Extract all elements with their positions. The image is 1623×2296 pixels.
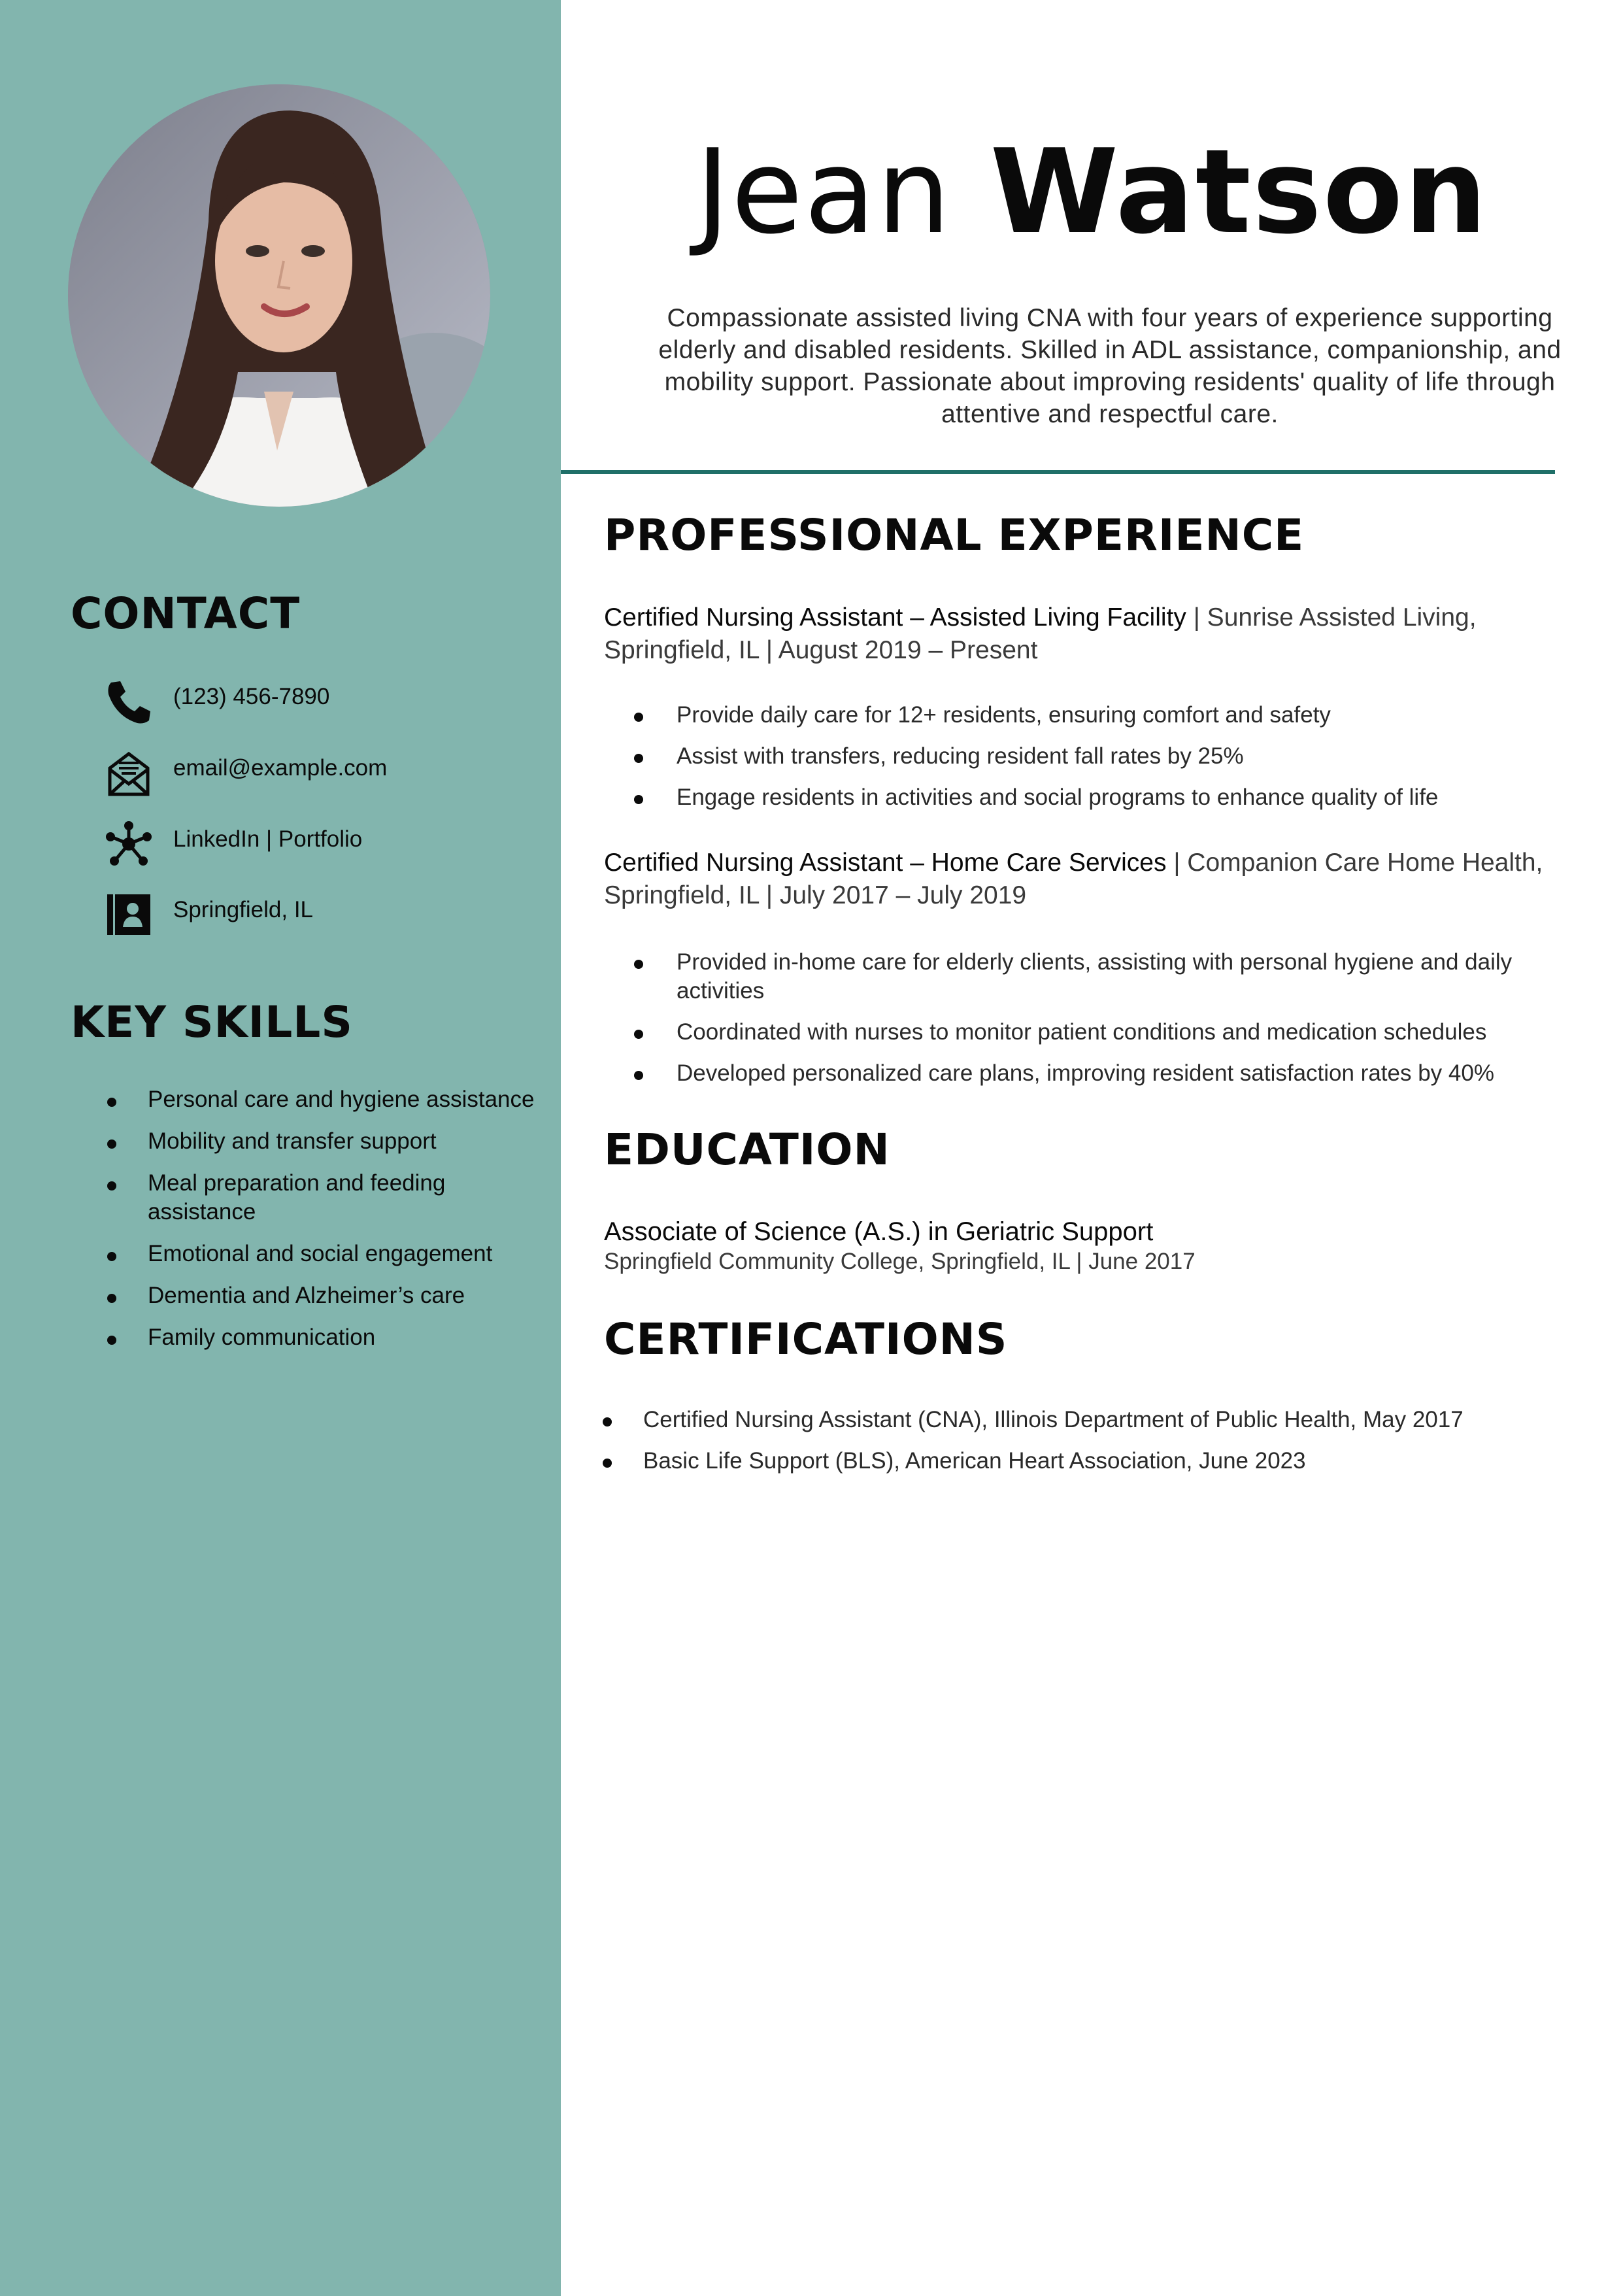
job-bullets (634, 948, 1582, 1100)
education-heading: EDUCATION (604, 1124, 890, 1175)
phone-text: (123) 456-7890 (173, 684, 330, 709)
experience-heading: PROFESSIONAL EXPERIENCE (604, 510, 1305, 560)
list-item: Certified Nursing Assistant (CNA), Illinois Department of Public Health, May 2017 (601, 1406, 1569, 1434)
email-text: email@example.com (173, 755, 388, 781)
summary: Compassionate assisted living CNA with four years of experience supporting elderly and disabled residents. Skilled in ADL assistance, companionship, and mobility support. Passionate about improving residents' quality of life through attentive and respectful care. (658, 304, 1562, 428)
contact-heading: CONTACT (71, 588, 301, 639)
location-text: Springfield, IL (173, 897, 314, 922)
job-title: Certified Nursing Assistant – Assisted Living Facility (604, 603, 1186, 632)
list-item: Family communication (105, 1323, 536, 1352)
list-item: Coordinated with nurses to monitor patient conditions and medication schedules (634, 1018, 1582, 1047)
list-item: Emotional and social engagement (105, 1240, 536, 1268)
school: Springfield Community College, Springfield, IL | June 2017 (604, 1249, 1196, 1274)
list-item: Developed personalized care plans, improving resident satisfaction rates by 40% (634, 1059, 1582, 1088)
contact-card-icon (105, 890, 153, 939)
contact-location (105, 890, 536, 943)
first-name: Jean (695, 124, 952, 260)
phone-icon (105, 677, 153, 726)
skills-list (105, 1085, 536, 1365)
certifications-list (601, 1406, 1569, 1488)
list-item: Dementia and Alzheimer’s care (105, 1281, 536, 1310)
job-details: | Companion Care Home Health, Springfield, IL | July 2017 – July 2019 (604, 849, 1543, 909)
certifications-heading: CERTIFICATIONS (604, 1314, 1008, 1364)
links-text: LinkedIn | Portfolio (173, 826, 363, 852)
network-icon (105, 820, 153, 868)
divider (561, 470, 1555, 474)
list-item: Basic Life Support (BLS), American Heart Association, June 2023 (601, 1447, 1569, 1476)
job-entry (604, 601, 1571, 667)
list-item: Provide daily care for 12+ residents, ensuring comfort and safety (634, 701, 1582, 730)
list-item: Assist with transfers, reducing resident fall rates by 25% (634, 742, 1582, 771)
list-item: Provided in-home care for elderly clients, assisting with personal hygiene and daily activities (634, 948, 1582, 1005)
profile-photo (68, 84, 490, 507)
job-entry (604, 847, 1571, 912)
job-bullets (634, 701, 1582, 824)
list-item: Mobility and transfer support (105, 1127, 536, 1156)
degree: Associate of Science (A.S.) in Geriatric Support (604, 1217, 1154, 1246)
contact-email (105, 749, 536, 801)
last-name: Watson (990, 124, 1488, 260)
skills-heading: KEY SKILLS (71, 997, 353, 1047)
job-details: | Sunrise Assisted Living, Springfield, IL | August 2019 – Present (604, 603, 1477, 664)
envelope-icon (105, 749, 153, 797)
job-title: Certified Nursing Assistant – Home Care Services (604, 849, 1167, 877)
list-item: Personal care and hygiene assistance (105, 1085, 536, 1114)
list-item: Meal preparation and feeding assistance (105, 1169, 536, 1226)
sidebar (0, 0, 561, 2296)
list-item: Engage residents in activities and social programs to enhance quality of life (634, 783, 1582, 812)
contact-phone (105, 677, 536, 730)
contact-links (105, 820, 536, 872)
candidate-name (561, 124, 1623, 260)
